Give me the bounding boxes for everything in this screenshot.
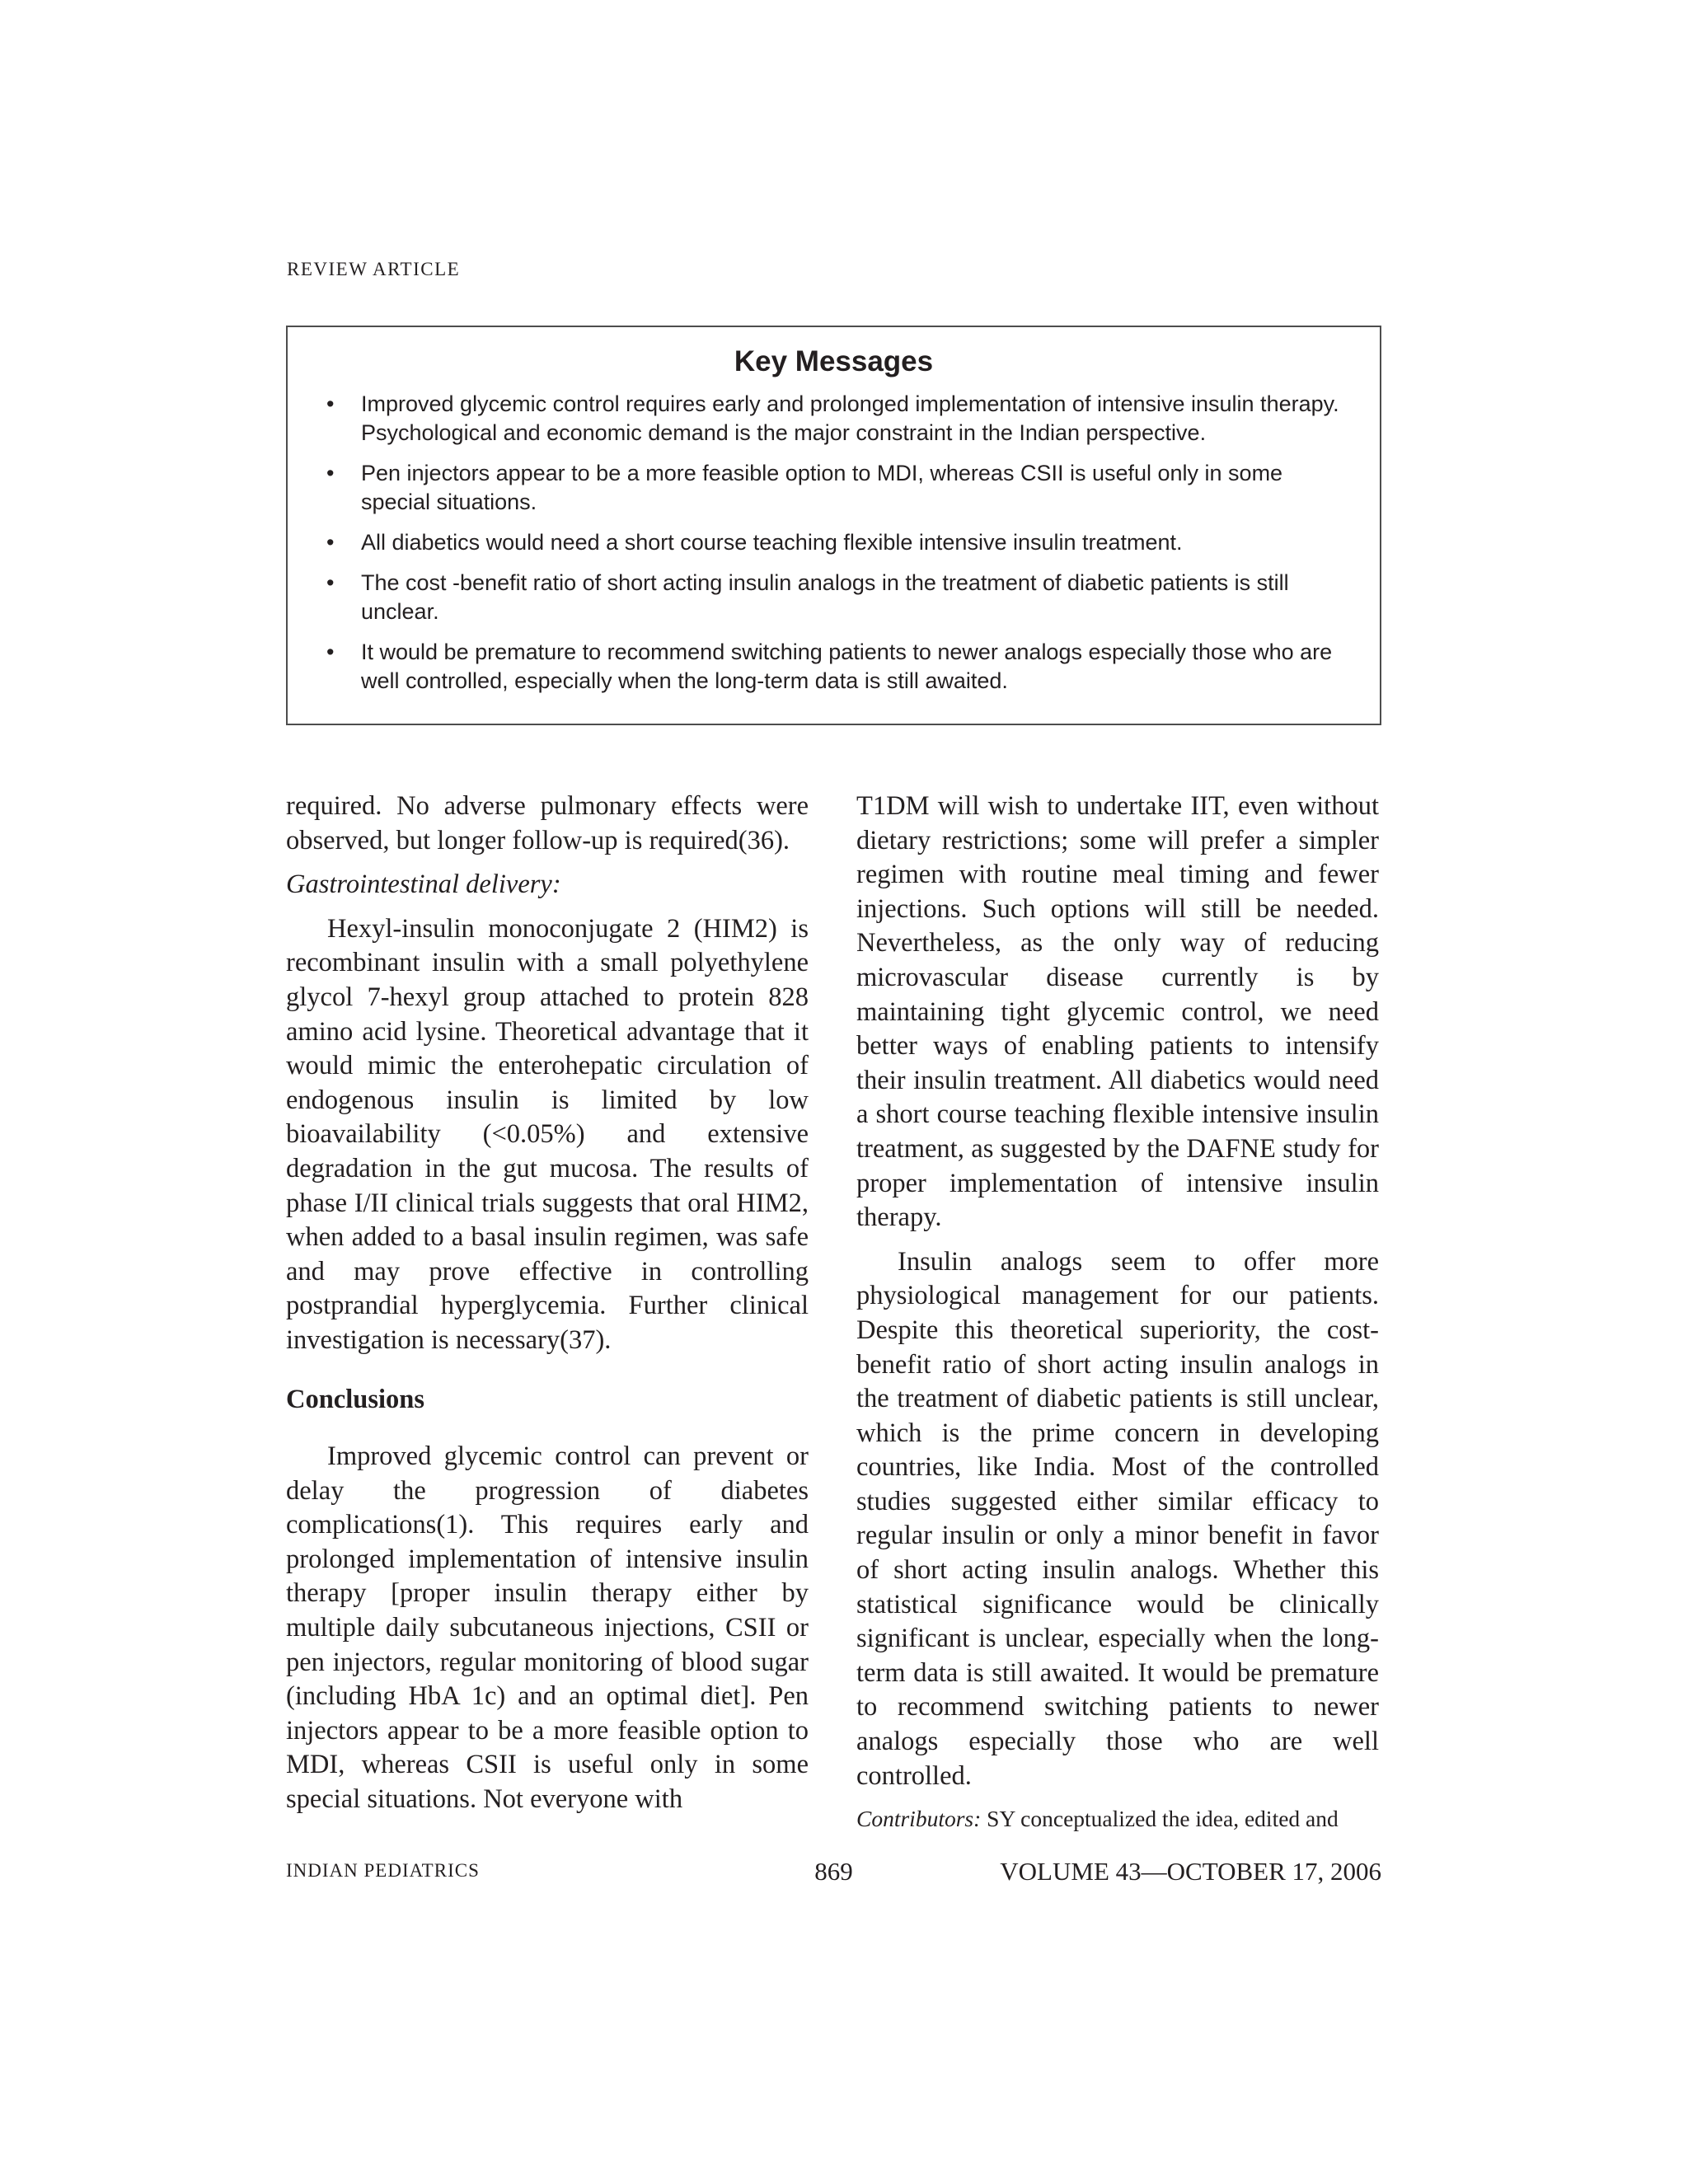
contributors-label: Contributors: [856, 1806, 982, 1832]
paragraph: Improved glycemic control can prevent or delay the progression of diabetes complications(1). This requires early and prolonged implementation of intensive insulin therapy [proper insulin therapy either by multiple daily subcutaneous injections, CSII or pen injectors, regular monitoring of blood sugar (including HbA 1c) and an optimal diet]. Pen injectors appear to be a more feasible option to MDI, whereas CSII is useful only in some special situations. Not everyone with [286, 1441, 809, 1815]
key-message-item [318, 459, 1347, 517]
right-column [856, 790, 1379, 1836]
heading-conclusions: Conclusions [286, 1384, 424, 1414]
paragraph: T1DM will wish to undertake IIT, even without dietary restrictions; some will prefer a simpler regimen with routine meal timing and fewer injections. Such options will still be needed. Nevertheless, as the only way of reducing microvascular disease currently is by maintaining tight glycemic control, we need better ways of enabling patients to intensify their insulin treatment. All diabetics would need a short course teaching flexible intensive insulin treatment, as suggested by the DAFNE study for proper implementation of intensive insulin therapy. [856, 791, 1379, 1233]
bullet-icon: • [326, 391, 335, 416]
contributors-text: SY conceptualized the idea, edited and [981, 1806, 1339, 1832]
key-message-text: Pen injectors appear to be a more feasible option to MDI, whereas CSII is useful only in some special situations. [361, 461, 1283, 514]
key-message-text: Improved glycemic control requires early and prolonged implementation of intensive insulin therapy. Psychological and economic demand is the major constraint in the Indian perspective. [361, 391, 1339, 445]
contributors-line [856, 1802, 1379, 1836]
key-message-text: All diabetics would need a short course teaching flexible intensive insulin treatment. [361, 530, 1183, 555]
key-messages-list [288, 390, 1380, 696]
bullet-icon: • [326, 530, 335, 555]
page-footer [286, 1857, 1381, 1890]
page-number: 869 [814, 1857, 853, 1886]
paragraph: Hexyl-insulin monoconjugate 2 (HIM2) is recombinant insulin with a small polyethylene glycol 7-hexyl group attached to protein 828 amino acid lysine. Theoretical advantage that it would mimic the enterohepatic circulation of endogenous insulin is limited by low bioavailability (<0.05%) and extensive degradation in the gut mucosa. The results of phase I/II clinical trials suggests that oral HIM2, when added to a basal insulin regimen, was safe and may prove effective in controlling postprandial hyperglycemia. Further clinical investigation is necessary(37). [286, 913, 809, 1355]
key-message-item [318, 638, 1347, 696]
bullet-icon: • [326, 640, 335, 664]
left-column [286, 790, 809, 1817]
paragraph: required. No adverse pulmonary effects were observed, but longer follow-up is required(36). [286, 791, 809, 855]
key-message-item [318, 390, 1347, 448]
paragraph: Insulin analogs seem to offer more physiological management for our patients. Despite this theoretical superiority, the cost-benefit ratio of short acting insulin analogs in the treatment of diabetic patients is still unclear, which is the prime concern in developing countries, like India. Most of the controlled studies suggested either similar efficacy to regular insulin or only a minor benefit in favor of short acting insulin analogs. Whether this statistical significance would be clinically significant is unclear, especially when the long-term data is still awaited. It would be premature to recommend switching patients to newer analogs especially those who are well controlled. [856, 1246, 1379, 1791]
key-message-text: The cost -benefit ratio of short acting insulin analogs in the treatment of diabetic patients is still unclear. [361, 570, 1289, 624]
volume-date: VOLUME 43—OCTOBER 17, 2006 [1000, 1857, 1381, 1886]
bullet-icon: • [326, 570, 335, 595]
key-messages-box [286, 326, 1381, 725]
bullet-icon: • [326, 461, 335, 485]
key-messages-title: Key Messages [734, 345, 934, 377]
running-head: REVIEW ARTICLE [287, 259, 461, 279]
key-message-text: It would be premature to recommend switching patients to newer analogs especially those who are well controlled, especially when the long-term data is still awaited. [361, 640, 1333, 693]
key-message-item [318, 528, 1347, 557]
subheading-gastrointestinal: Gastrointestinal delivery: [286, 869, 561, 900]
journal-name: INDIAN PEDIATRICS [286, 1860, 480, 1881]
key-message-item [318, 569, 1347, 626]
